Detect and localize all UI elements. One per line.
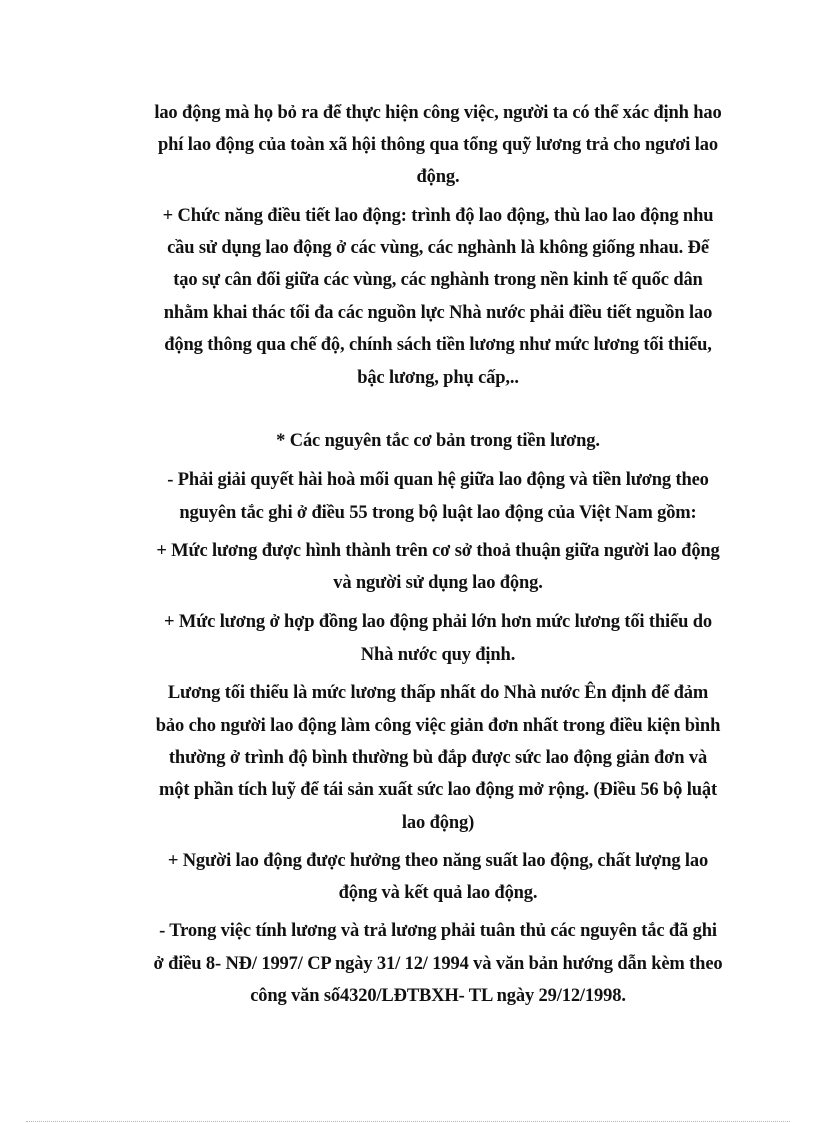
text-line: nhằm khai thác tối đa các nguồn lực Nhà nước phải điều tiết nguồn lao (163, 303, 713, 323)
text-line: + Người lao động được hưởng theo năng suất lao động, chất lượng lao (167, 851, 709, 871)
text-line: thường ở trình độ bình thường bù đắp được sức lao động giản đơn và (168, 748, 708, 768)
text-line: bậc lương, phụ cấp,.. (357, 368, 519, 388)
text-line: + Chức năng điều tiết lao động: trình độ lao động, thù lao lao động nhu (162, 206, 714, 226)
text-line: và người sử dụng lao động. (333, 573, 543, 593)
text-line: động. (416, 167, 460, 187)
text-line: lao động mà họ bỏ ra để thực hiện công việc, người ta có thể xác định hao (154, 103, 722, 123)
text-line: Nhà nước quy định. (360, 645, 516, 665)
text-line: + Mức lương được hình thành trên cơ sở thoả thuận giữa người lao động (156, 541, 720, 561)
text-line: - Trong việc tính lương và trả lương phải tuân thủ các nguyên tắc đã ghi (159, 921, 717, 941)
text-line: bảo cho người lao động làm công việc giản đơn nhất trong điều kiện bình (155, 716, 721, 736)
text-line: công văn số4320/LĐTBXH- TL ngày 29/12/1998. (250, 986, 626, 1006)
text-line: tạo sự cân đối giữa các vùng, các nghành trong nền kinh tế quốc dân (173, 270, 703, 290)
text-line: - Phải giải quyết hài hoà mối quan hệ giữa lao động và tiền lương theo (167, 470, 709, 490)
text-line: động và kết quả lao động. (338, 883, 538, 903)
text-line: + Mức lương ở hợp đồng lao động phải lớn hơn mức lương tối thiểu do (164, 612, 712, 632)
section-heading: * Các nguyên tắc cơ bản trong tiền lương. (276, 431, 600, 451)
text-line: nguyên tắc ghi ở điều 55 trong bộ luật lao động của Việt Nam gồm: (179, 503, 697, 523)
text-line: động thông qua chế độ, chính sách tiền lương như mức lương tối thiểu, (164, 335, 712, 355)
page-bottom-dotted-rule (26, 1121, 790, 1122)
text-line: Lương tối thiểu là mức lương thấp nhất do Nhà nước Ên định để đảm (167, 683, 709, 703)
text-line: một phần tích luỹ để tái sản xuất sức lao động mở rộng. (Điều 56 bộ luật (159, 780, 717, 800)
text-line: phí lao động của toàn xã hội thông qua tổng quỹ lương trả cho ngươi lao (158, 135, 718, 155)
text-line: cầu sử dụng lao động ở các vùng, các nghành là không giống nhau. Để (167, 238, 709, 258)
text-line: ở điều 8- NĐ/ 1997/ CP ngày 31/ 12/ 1994 và văn bản hướng dẫn kèm theo (153, 954, 723, 974)
text-line: lao động) (401, 813, 475, 833)
